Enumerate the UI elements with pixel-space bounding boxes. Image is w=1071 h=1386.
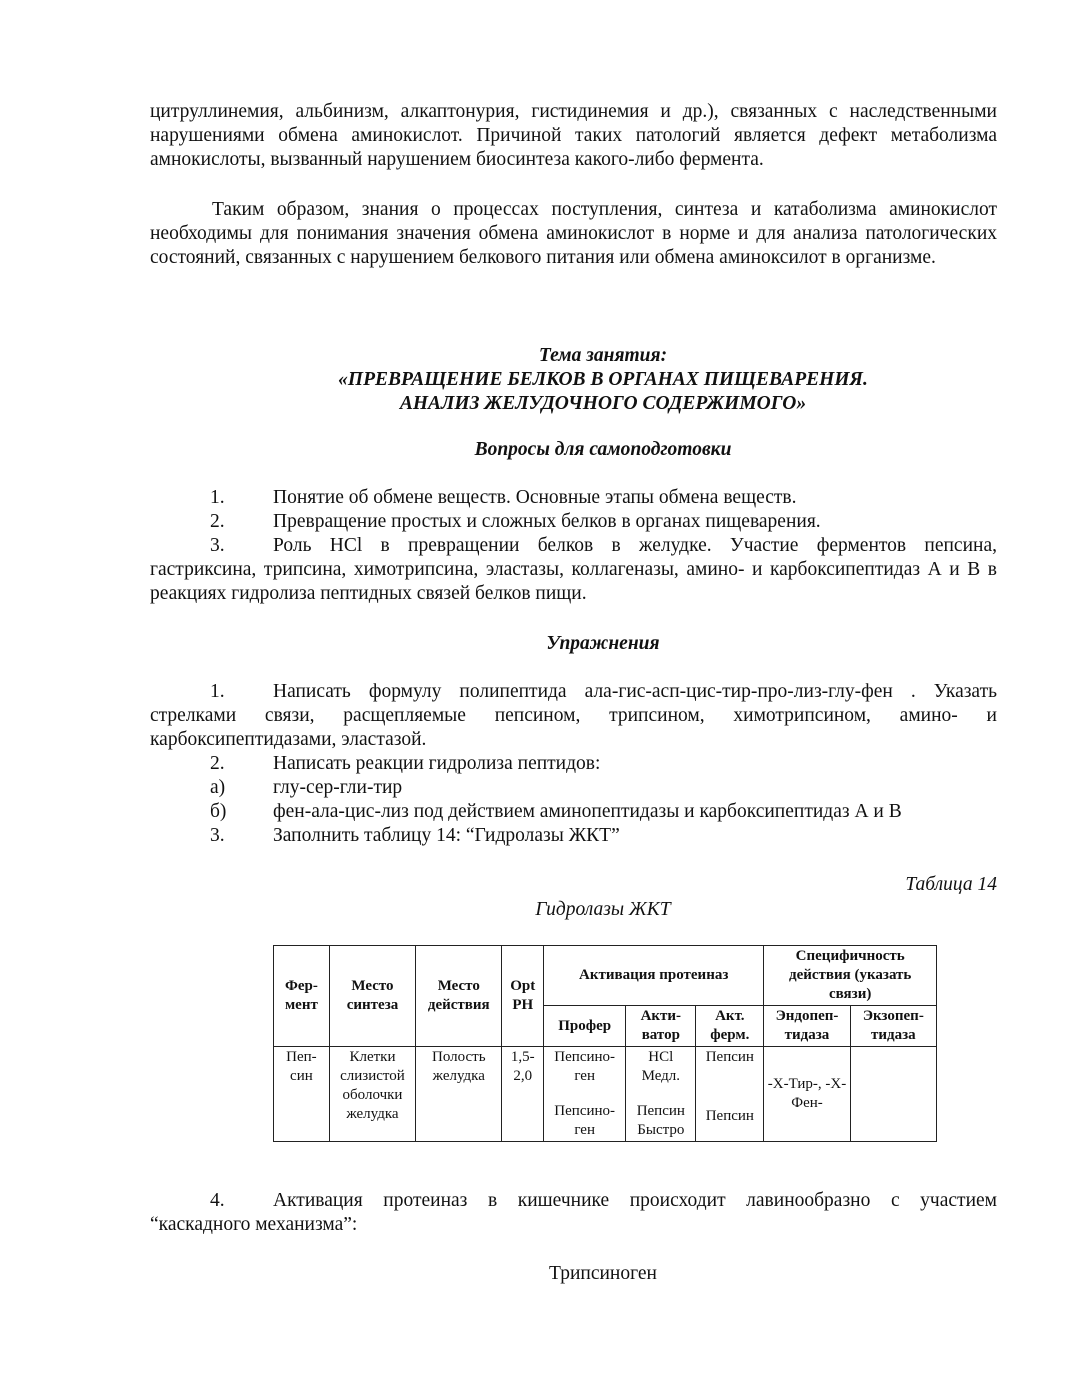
item-number: 1. (210, 487, 225, 508)
paragraph-1: цитруллинемия, альбинизм, алкаптонурия, гистидинемия и др.), связанных с наследственными нарушениями обмена аминокислот. Причиной таких патологий является дефект метаболизма амнокислоты, вызванный нарушением биосинтеза какого-либо фермента. (150, 101, 997, 170)
cell-opt-ph: 1,5-2,0 (502, 1047, 544, 1142)
list-item (150, 824, 997, 848)
list-item (150, 776, 997, 800)
item-text: Роль HCl в превращении белков в желудке. Участие ферментов пепсина, (273, 535, 997, 556)
item-continuation: “каскадного механизма”: (150, 1214, 358, 1235)
header-exopeptidase: Экзопеп-тидаза (850, 1006, 936, 1047)
topic-label: Тема занятия: (538, 345, 668, 366)
cell-synthesis-site: Клетки слизистой оболочки желудка (329, 1047, 415, 1142)
paragraph-2: Таким образом, знания о процессах поступления, синтеза и катаболизма аминокислот необходимы для понимания значения обмена аминокислот в норме и для анализа патологических состояний, связанных с нарушением белкового питания или обмена аминоксилот в организме. (150, 199, 997, 268)
list-item (150, 680, 997, 704)
item-text: Понятие об обмене веществ. Основные этапы обмена веществ. (273, 487, 797, 508)
item-number: а) (210, 777, 226, 798)
header-synthesis-site: Место синтеза (329, 946, 415, 1047)
table-title: Гидролазы ЖКТ (535, 899, 671, 920)
questions-heading: Вопросы для самоподготовки (474, 439, 732, 460)
header-opt-ph: Opt PH (502, 946, 544, 1047)
cell-action-site: Полость желудка (416, 1047, 502, 1142)
item-text: Написать формулу полипептида ала-гис-асп-цис-тир-про-лиз-глу-фен . Указать (273, 681, 997, 702)
item-text: Заполнить таблицу 14: “Гидролазы ЖКТ” (273, 825, 620, 846)
table-row (274, 1047, 937, 1142)
trypsinogen-label: Трипсиноген (549, 1263, 657, 1284)
item-text: Активация протеиназ в кишечнике происходит лавинообразно с участием (273, 1190, 997, 1211)
header-proferment: Профер (544, 1006, 626, 1047)
header-enzyme: Фер-мент (274, 946, 330, 1047)
item-4-block (150, 1189, 997, 1237)
table-label: Таблица 14 (905, 874, 997, 895)
item-number: б) (210, 801, 227, 822)
list-item (150, 1189, 997, 1213)
header-specificity: Специфичность действия (указать связи) (764, 946, 937, 1006)
item-number: 1. (210, 681, 225, 702)
item-number: 4. (210, 1190, 225, 1211)
exercises-list (150, 680, 997, 848)
active-enzyme-1: Пепсин (705, 1049, 754, 1065)
item-text: глу-сер-гли-тир (273, 777, 403, 798)
list-item (150, 486, 997, 510)
topic-title-line1: «ПРЕВРАЩЕНИЕ БЕЛКОВ В ОРГАНАХ ПИЩЕВАРЕНИЯ. (338, 369, 868, 390)
item-text: Написать реакции гидролиза пептидов: (273, 753, 601, 774)
item-text: Превращение простых и сложных белков в органах пищеварения. (273, 511, 821, 532)
item-number: 2. (210, 511, 225, 532)
cell-activator (626, 1047, 696, 1142)
item-number: 3. (210, 825, 225, 846)
questions-list (150, 486, 997, 606)
cell-active-enzyme (696, 1047, 764, 1142)
item-text: фен-ала-цис-лиз под действием аминопептидазы и карбоксипептидаз А и В (273, 801, 902, 822)
header-activator: Акти-ватор (626, 1006, 696, 1047)
list-item (150, 800, 997, 824)
header-action-site: Место действия (416, 946, 502, 1047)
cell-endopeptidase: -Х-Тир-, -Х-Фен- (764, 1047, 850, 1142)
list-item (150, 752, 997, 776)
cell-proferment (544, 1047, 626, 1142)
activator-2: Пепсин Быстро (636, 1103, 685, 1138)
header-active-enzyme: Акт. ферм. (696, 1006, 764, 1047)
hydrolases-table (273, 945, 937, 1142)
activator-1: HCl Медл. (641, 1049, 681, 1084)
header-activation: Активация протеиназ (544, 946, 764, 1006)
item-number: 3. (210, 535, 225, 556)
list-item (150, 534, 997, 558)
active-enzyme-2: Пепсин (705, 1108, 754, 1124)
cell-exopeptidase (850, 1047, 936, 1142)
proferment-1: Пепсино-ген (554, 1049, 616, 1084)
list-item (150, 510, 997, 534)
item-continuation: стрелками связи, расщепляемые пепсином, трипсином, химотрипсином, амино- и карбоксипептидазами, эластазой. (150, 705, 997, 750)
topic-title-line2: АНАЛИЗ ЖЕЛУДОЧНОГО СОДЕРЖИМОГО» (399, 393, 807, 414)
item-continuation: гастриксина, трипсина, химотрипсина, эластазы, коллагеназы, амино- и карбоксипептидаз А и В в реакциях гидролиза пептидных связей белков пищи. (150, 559, 997, 604)
header-endopeptidase: Эндопеп-тидаза (764, 1006, 850, 1047)
cell-enzyme: Пеп-син (274, 1047, 330, 1142)
item-number: 2. (210, 753, 225, 774)
proferment-2: Пепсино-ген (554, 1103, 616, 1138)
topic-block (150, 344, 1056, 416)
exercises-heading: Упражнения (546, 633, 660, 654)
